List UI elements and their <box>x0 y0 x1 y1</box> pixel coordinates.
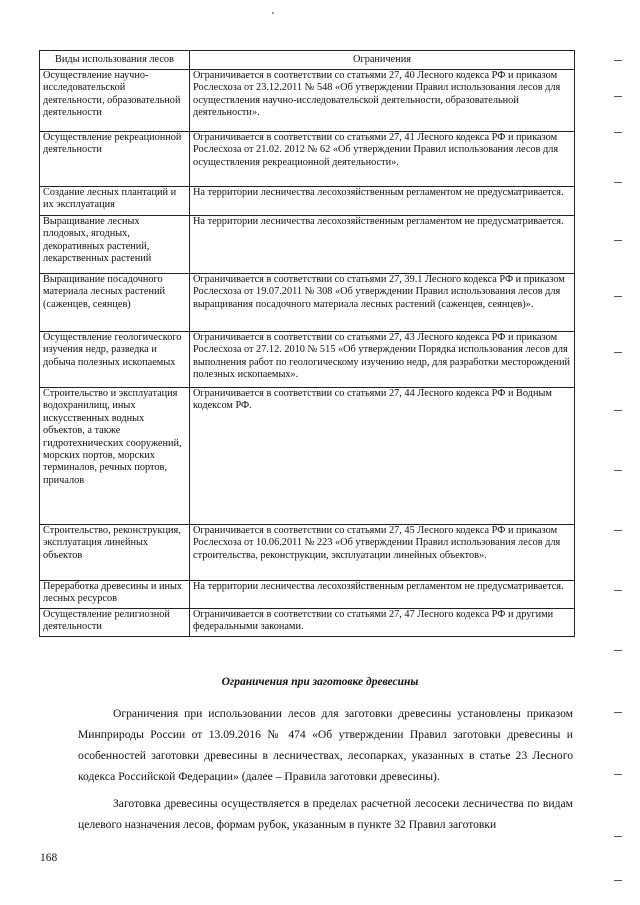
forest-use-restrictions-table <box>39 50 575 637</box>
table-row <box>40 388 575 525</box>
restriction-cell: На территории лесничества лесохозяйственным регламентом не предусматривается. <box>190 216 575 274</box>
scan-dot <box>272 12 274 14</box>
table-row <box>40 609 575 637</box>
table-row <box>40 187 575 216</box>
margin-mark <box>614 590 622 591</box>
margin-mark <box>614 96 622 97</box>
margin-mark <box>614 410 622 411</box>
restriction-cell: Ограничивается в соответствии со статьями 27, 45 Лесного кодекса РФ и приказом Рослесхоза от 10.06.2011 № 223 «Об утверждении Правил использования лесов для строительства, реконструкции, эксплуатации линейных объектов». <box>190 525 575 581</box>
use-cell: Выращивание лесных плодовых, ягодных, декоративных растений, лекарственных растений <box>40 216 190 274</box>
header-forest-uses: Виды использования лесов <box>40 51 190 70</box>
margin-mark <box>614 352 622 353</box>
restriction-cell: Ограничивается в соответствии со статьями 27, 40 Лесного кодекса РФ и приказом Рослесхоза от 23.12.2011 № 548 «Об утверждении Правил использования лесов для осуществления научно-исследовательской деятельности, образовательной деятельности». <box>190 70 575 132</box>
table-row <box>40 332 575 388</box>
margin-mark <box>614 296 622 297</box>
margin-mark <box>614 132 622 133</box>
use-cell: Выращивание посадочного материала лесных растений (саженцев, сеянцев) <box>40 274 190 332</box>
table-row <box>40 216 575 274</box>
margin-mark <box>614 470 622 471</box>
margin-mark <box>614 650 622 651</box>
use-cell: Осуществление рекреационной деятельности <box>40 132 190 187</box>
page-number: 168 <box>40 852 58 864</box>
table-row <box>40 581 575 609</box>
table-header-row <box>40 51 575 70</box>
margin-mark <box>614 240 622 241</box>
body-paragraph: Ограничения при использовании лесов для заготовки древесины установлены приказом Минприроды России от 13.09.2016 № 474 «Об утверждении Правил заготовки древесины и особенностей заготовки древесины в лесничествах, лесопарках, указанных в статье 23 Лесного кодекса Российской Федерации» (далее – Правила заготовки древесины). <box>78 707 573 783</box>
use-cell: Создание лесных плантаций и их эксплуатация <box>40 187 190 216</box>
restriction-cell: Ограничивается в соответствии со статьями 27, 43 Лесного кодекса РФ и приказом Рослесхоза от 27.12. 2010 № 515 «Об утверждении Порядка использования лесов для выполнения работ по геологическому изучению недр, для разработки месторождений полезных ископаемых». <box>190 332 575 388</box>
margin-mark <box>614 530 622 531</box>
section-heading: Ограничения при заготовке древесины <box>221 676 419 688</box>
margin-mark <box>614 182 622 183</box>
table-row <box>40 274 575 332</box>
use-cell: Переработка древесины и иных лесных ресурсов <box>40 581 190 609</box>
header-restrictions: Ограничения <box>190 51 575 70</box>
margin-mark <box>614 880 622 881</box>
use-cell: Строительство и эксплуатация водохранилищ, иных искусственных водных объектов, а также гидротехнических сооружений, морских портов, морских терминалов, речных портов, причалов <box>40 388 190 525</box>
restriction-cell: На территории лесничества лесохозяйственным регламентом не предусматривается. <box>190 187 575 216</box>
body-paragraph: Заготовка древесины осуществляется в пределах расчетной лесосеки лесничества по видам целевого назначения лесов, формам рубок, указанным в пункте 32 Правил заготовки <box>78 797 573 831</box>
margin-mark <box>614 836 622 837</box>
use-cell: Осуществление геологического изучения недр, разведка и добыча полезных ископаемых <box>40 332 190 388</box>
use-cell: Осуществление религиозной деятельности <box>40 609 190 637</box>
restriction-cell: Ограничивается в соответствии со статьями 27, 41 Лесного кодекса РФ и приказом Рослесхоза от 21.02. 2012 № 62 «Об утверждении Правил использования лесов для осуществления рекреационной деятельности». <box>190 132 575 187</box>
restriction-cell: На территории лесничества лесохозяйственным регламентом не предусматривается. <box>190 581 575 609</box>
use-cell: Строительство, реконструкция, эксплуатация линейных объектов <box>40 525 190 581</box>
margin-mark <box>614 60 622 61</box>
table-row <box>40 525 575 581</box>
restriction-cell: Ограничивается в соответствии со статьями 27, 44 Лесного кодекса РФ и Водным кодексом РФ. <box>190 388 575 525</box>
table-row <box>40 132 575 187</box>
table-row <box>40 70 575 132</box>
use-cell: Осуществление научно-исследовательской деятельности, образовательной деятельности <box>40 70 190 132</box>
margin-mark <box>614 712 622 713</box>
margin-mark <box>614 774 622 775</box>
restriction-cell: Ограничивается в соответствии со статьями 27, 39.1 Лесного кодекса РФ и приказом Рослесхоза от 19.07.2011 № 308 «Об утверждении Правил использования лесов для выращивания посадочного материала лесных растений (саженцев, сеянцев)». <box>190 274 575 332</box>
restriction-cell: Ограничивается в соответствии со статьями 27, 47 Лесного кодекса РФ и другими федеральными законами. <box>190 609 575 637</box>
